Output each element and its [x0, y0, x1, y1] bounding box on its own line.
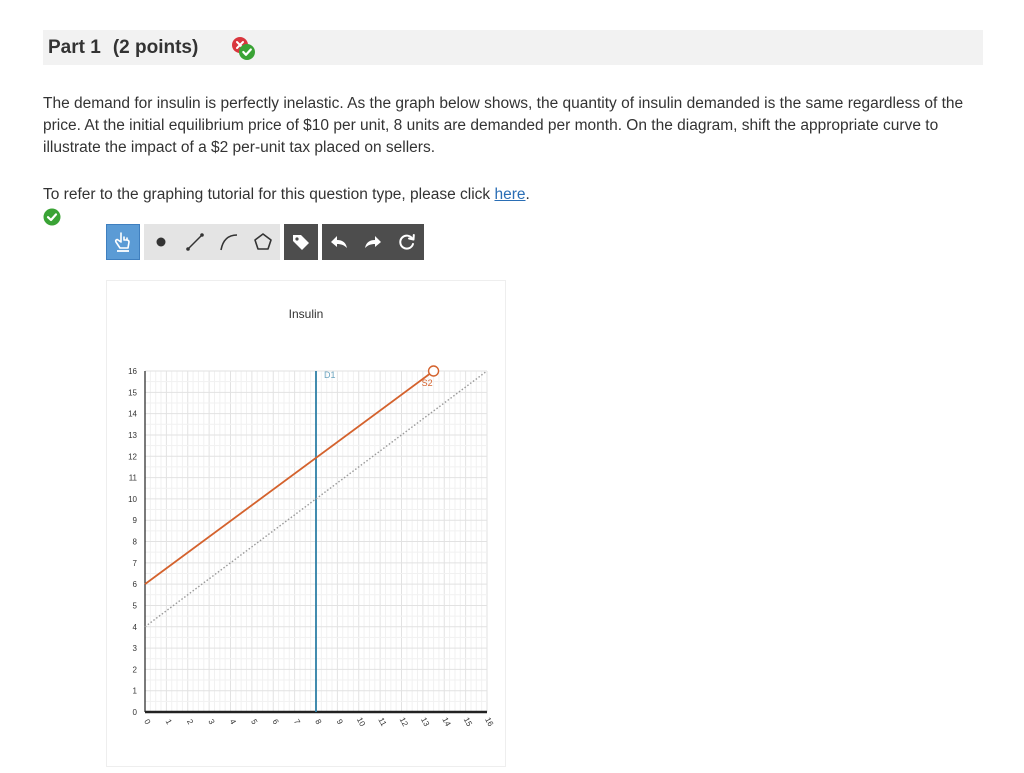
- x-tick-labels: [142, 716, 495, 729]
- redo-button[interactable]: [356, 224, 390, 260]
- series-labels: [324, 370, 433, 388]
- y-tick-label: 0: [132, 708, 137, 717]
- x-tick-label: 7: [291, 717, 302, 726]
- x-tick-label: 15: [461, 715, 474, 728]
- x-tick-label: 11: [376, 716, 389, 728]
- select-tool-icon: [113, 231, 133, 253]
- x-tick-label: 0: [142, 717, 153, 726]
- y-tick-label: 10: [128, 494, 137, 504]
- question-text: The demand for insulin is perfectly inelastic. As the graph below shows, the quantity of insulin demanded is the same regardless of the price. At the initial equilibrium price of $10 per unit, 8 units are demanded per month. On the diagram, shift the appropriate curve to illustrate the impact of a $2 per-unit tax placed on sellers.: [43, 95, 964, 156]
- label-tool-button[interactable]: [284, 224, 318, 260]
- y-tick-label: 4: [132, 622, 137, 632]
- x-tick-label: 13: [419, 715, 432, 728]
- x-tick-label: 8: [313, 717, 324, 726]
- y-tick-label: 9: [132, 516, 137, 526]
- y-tick-labels: [128, 367, 137, 717]
- y-tick-label: 1: [132, 686, 137, 696]
- line-tool-button[interactable]: [178, 224, 212, 260]
- y-tick-label: 16: [128, 367, 137, 376]
- x-tick-label: 12: [397, 715, 410, 728]
- correct-check-icon: [43, 208, 61, 226]
- chart-series: [145, 366, 487, 712]
- y-tick-label: 7: [132, 558, 137, 568]
- graph-panel: [106, 280, 506, 767]
- line-tool-icon: [184, 231, 206, 253]
- polygon-tool-button[interactable]: [246, 224, 280, 260]
- part-header: [43, 30, 983, 65]
- part-points: (2 points): [112, 36, 199, 58]
- curve-tool-icon: [218, 231, 240, 253]
- x-tick-label: 1: [163, 717, 174, 726]
- series-label-s2: S2: [421, 378, 433, 388]
- curve-tool-button[interactable]: [212, 224, 246, 260]
- x-tick-label: 4: [227, 717, 238, 726]
- partial-status-icon: [230, 36, 258, 62]
- x-tick-label: 10: [354, 715, 368, 728]
- undo-icon: [328, 231, 350, 253]
- y-tick-label: 15: [128, 388, 137, 398]
- tutorial-link[interactable]: here: [494, 186, 526, 203]
- x-tick-label: 2: [184, 717, 195, 726]
- y-tick-label: 5: [132, 601, 137, 611]
- y-tick-label: 3: [132, 644, 137, 654]
- point-tool-icon: [154, 235, 168, 249]
- x-tick-label: 3: [206, 717, 217, 726]
- y-tick-label: 2: [132, 665, 137, 675]
- x-tick-label: 14: [440, 715, 453, 728]
- chart-title: Insulin: [288, 307, 324, 321]
- part-title: Part 1: [48, 36, 101, 58]
- graph-toolbar: [106, 224, 424, 260]
- y-tick-label: 8: [132, 537, 137, 547]
- y-tick-label: 14: [128, 409, 137, 419]
- tutorial-suffix: .: [525, 186, 530, 203]
- series-s2-handle: [429, 366, 439, 376]
- polygon-tool-icon: [252, 231, 274, 253]
- undo-button[interactable]: [322, 224, 356, 260]
- series-label-d1: D1: [324, 370, 336, 380]
- reset-button[interactable]: [390, 224, 424, 260]
- insulin-chart[interactable]: [107, 281, 507, 768]
- x-tick-label: 16: [483, 715, 496, 728]
- point-tool-button[interactable]: [144, 224, 178, 260]
- y-tick-label: 12: [128, 452, 137, 462]
- y-tick-label: 11: [128, 473, 137, 483]
- tutorial-text: [43, 186, 530, 204]
- x-tick-label: 5: [249, 717, 260, 726]
- y-tick-label: 13: [128, 430, 137, 440]
- label-tool-icon: [290, 231, 312, 253]
- select-tool-button[interactable]: [106, 224, 140, 260]
- redo-icon: [362, 231, 384, 253]
- x-tick-label: 6: [270, 717, 281, 726]
- reset-icon: [396, 231, 418, 253]
- y-tick-label: 6: [132, 580, 137, 590]
- tutorial-prefix: To refer to the graphing tutorial for this question type, please click: [43, 186, 495, 203]
- x-tick-label: 9: [334, 717, 345, 726]
